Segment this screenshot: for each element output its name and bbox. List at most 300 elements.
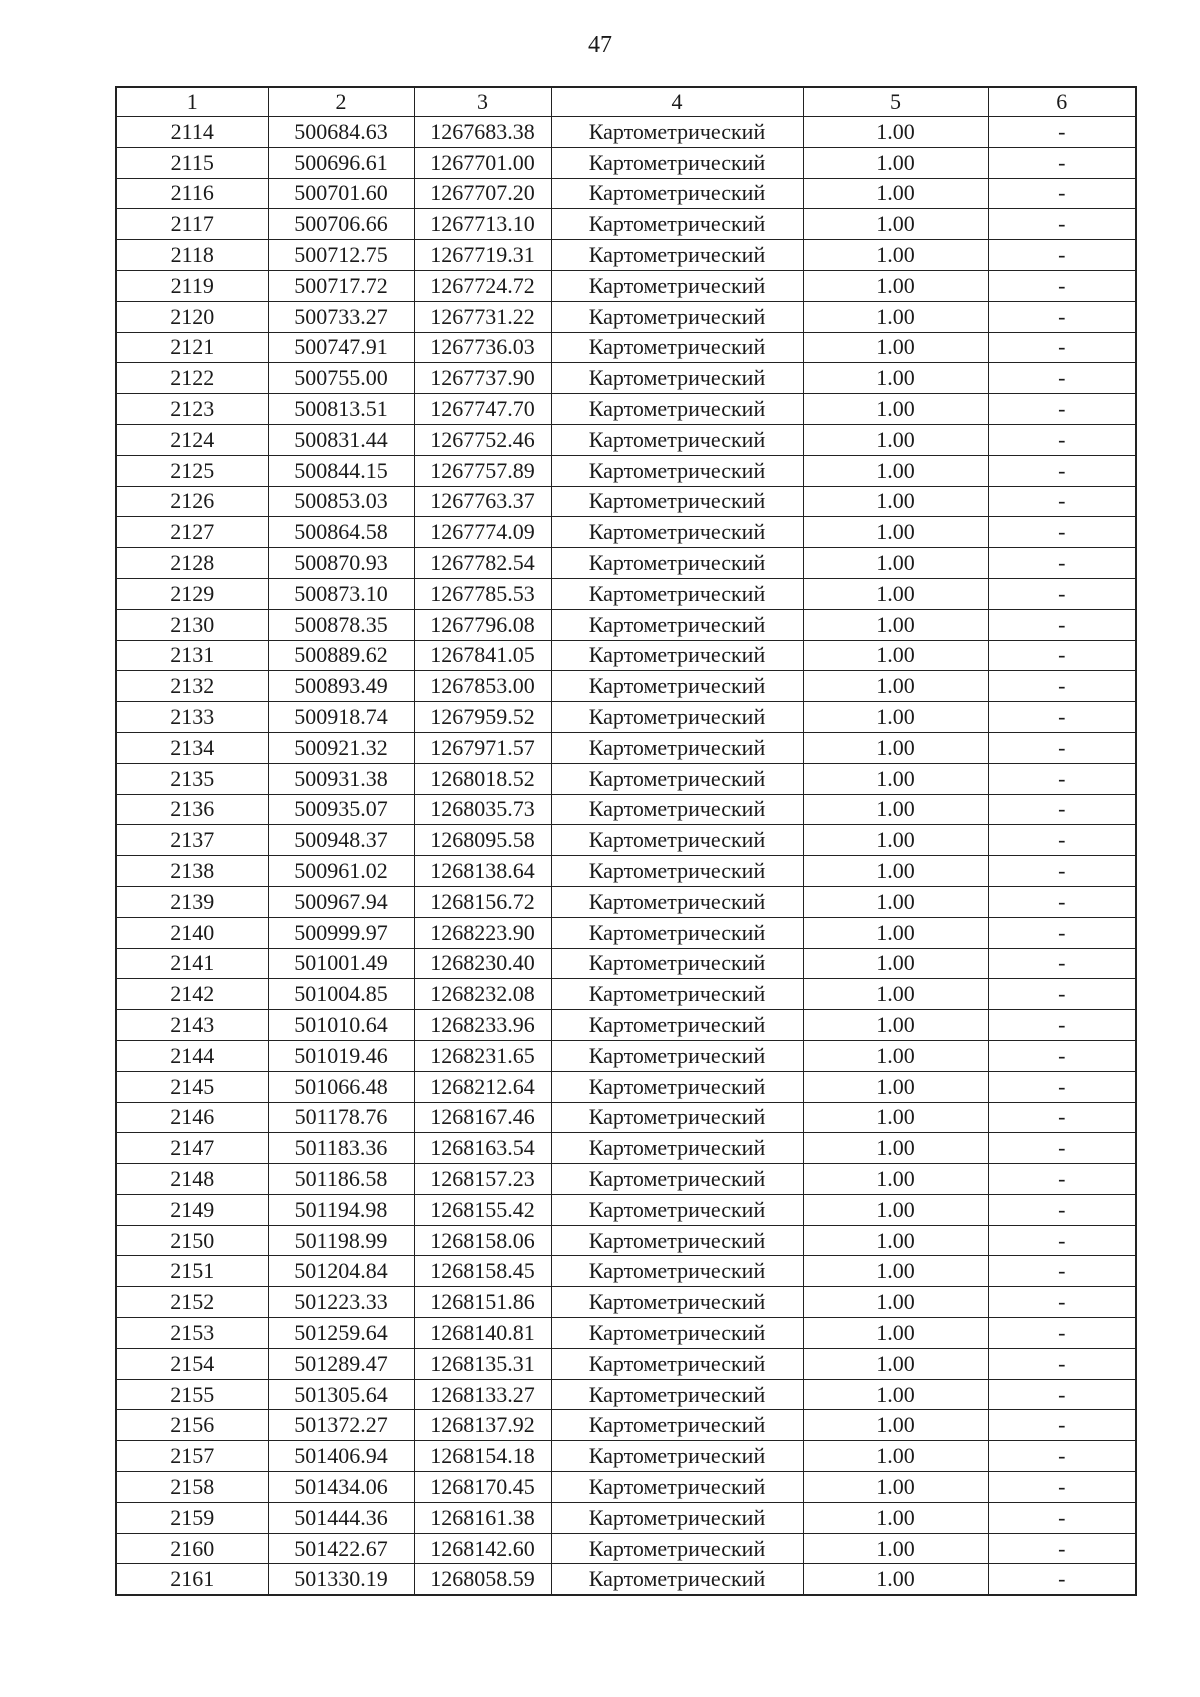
y-coordinate-cell: 1267701.00 — [414, 147, 551, 178]
x-coordinate-cell: 500696.61 — [268, 147, 414, 178]
x-coordinate-cell: 501372.27 — [268, 1410, 414, 1441]
table-row — [116, 332, 1136, 363]
x-coordinate-cell: 500813.51 — [268, 394, 414, 425]
note-cell: - — [988, 147, 1136, 178]
note-cell: - — [988, 794, 1136, 825]
table-row — [116, 455, 1136, 486]
accuracy-cell: 1.00 — [803, 979, 988, 1010]
y-coordinate-cell: 1267971.57 — [414, 732, 551, 763]
table-row — [116, 363, 1136, 394]
y-coordinate-cell: 1268156.72 — [414, 886, 551, 917]
x-coordinate-cell: 500701.60 — [268, 178, 414, 209]
accuracy-cell: 1.00 — [803, 1441, 988, 1472]
y-coordinate-cell: 1268158.45 — [414, 1256, 551, 1287]
note-cell: - — [988, 517, 1136, 548]
point-number-cell: 2128 — [116, 548, 268, 579]
header-cell-6: 6 — [988, 87, 1136, 117]
y-coordinate-cell: 1268170.45 — [414, 1472, 551, 1503]
note-cell: - — [988, 486, 1136, 517]
table-row — [116, 1564, 1136, 1595]
table-row — [116, 917, 1136, 948]
y-coordinate-cell: 1267796.08 — [414, 609, 551, 640]
table-row — [116, 578, 1136, 609]
table-row — [116, 1318, 1136, 1349]
y-coordinate-cell: 1267763.37 — [414, 486, 551, 517]
point-number-cell: 2136 — [116, 794, 268, 825]
point-number-cell: 2150 — [116, 1225, 268, 1256]
note-cell: - — [988, 578, 1136, 609]
method-cell: Картометрический — [551, 794, 803, 825]
point-number-cell: 2152 — [116, 1287, 268, 1318]
point-number-cell: 2147 — [116, 1133, 268, 1164]
accuracy-cell: 1.00 — [803, 1318, 988, 1349]
x-coordinate-cell: 500935.07 — [268, 794, 414, 825]
x-coordinate-cell: 501406.94 — [268, 1441, 414, 1472]
x-coordinate-cell: 500706.66 — [268, 209, 414, 240]
table-row — [116, 1102, 1136, 1133]
y-coordinate-cell: 1268135.31 — [414, 1348, 551, 1379]
y-coordinate-cell: 1267683.38 — [414, 117, 551, 148]
method-cell: Картометрический — [551, 1225, 803, 1256]
table-row — [116, 979, 1136, 1010]
accuracy-cell: 1.00 — [803, 948, 988, 979]
note-cell: - — [988, 363, 1136, 394]
note-cell: - — [988, 1441, 1136, 1472]
point-number-cell: 2144 — [116, 1040, 268, 1071]
x-coordinate-cell: 501259.64 — [268, 1318, 414, 1349]
note-cell: - — [988, 1010, 1136, 1041]
method-cell: Картометрический — [551, 178, 803, 209]
y-coordinate-cell: 1268133.27 — [414, 1379, 551, 1410]
x-coordinate-cell: 501183.36 — [268, 1133, 414, 1164]
table-row — [116, 1410, 1136, 1441]
method-cell: Картометрический — [551, 886, 803, 917]
method-cell: Картометрический — [551, 856, 803, 887]
x-coordinate-cell: 500853.03 — [268, 486, 414, 517]
x-coordinate-cell: 501223.33 — [268, 1287, 414, 1318]
table-row — [116, 1348, 1136, 1379]
note-cell: - — [988, 178, 1136, 209]
accuracy-cell: 1.00 — [803, 1533, 988, 1564]
accuracy-cell: 1.00 — [803, 578, 988, 609]
header-cell-2: 2 — [268, 87, 414, 117]
point-number-cell: 2130 — [116, 609, 268, 640]
point-number-cell: 2118 — [116, 240, 268, 271]
accuracy-cell: 1.00 — [803, 240, 988, 271]
point-number-cell: 2117 — [116, 209, 268, 240]
note-cell: - — [988, 1164, 1136, 1195]
point-number-cell: 2145 — [116, 1071, 268, 1102]
note-cell: - — [988, 1533, 1136, 1564]
method-cell: Картометрический — [551, 424, 803, 455]
accuracy-cell: 1.00 — [803, 1379, 988, 1410]
x-coordinate-cell: 501186.58 — [268, 1164, 414, 1195]
x-coordinate-cell: 500844.15 — [268, 455, 414, 486]
x-coordinate-cell: 501444.36 — [268, 1502, 414, 1533]
table-body — [116, 117, 1136, 1596]
note-cell: - — [988, 1564, 1136, 1595]
note-cell: - — [988, 1225, 1136, 1256]
x-coordinate-cell: 500870.93 — [268, 548, 414, 579]
accuracy-cell: 1.00 — [803, 1348, 988, 1379]
method-cell: Картометрический — [551, 270, 803, 301]
point-number-cell: 2149 — [116, 1194, 268, 1225]
note-cell: - — [988, 270, 1136, 301]
note-cell: - — [988, 732, 1136, 763]
note-cell: - — [988, 332, 1136, 363]
y-coordinate-cell: 1268167.46 — [414, 1102, 551, 1133]
table-row — [116, 794, 1136, 825]
table-row — [116, 640, 1136, 671]
table-row — [116, 548, 1136, 579]
point-number-cell: 2133 — [116, 702, 268, 733]
x-coordinate-cell: 500717.72 — [268, 270, 414, 301]
method-cell: Картометрический — [551, 979, 803, 1010]
note-cell: - — [988, 917, 1136, 948]
table-row — [116, 240, 1136, 271]
method-cell: Картометрический — [551, 1502, 803, 1533]
accuracy-cell: 1.00 — [803, 178, 988, 209]
y-coordinate-cell: 1268212.64 — [414, 1071, 551, 1102]
x-coordinate-cell: 500873.10 — [268, 578, 414, 609]
table-row — [116, 117, 1136, 148]
x-coordinate-cell: 500918.74 — [268, 702, 414, 733]
x-coordinate-cell: 500889.62 — [268, 640, 414, 671]
method-cell: Картометрический — [551, 948, 803, 979]
x-coordinate-cell: 500712.75 — [268, 240, 414, 271]
method-cell: Картометрический — [551, 671, 803, 702]
y-coordinate-cell: 1268158.06 — [414, 1225, 551, 1256]
accuracy-cell: 1.00 — [803, 455, 988, 486]
x-coordinate-cell: 501305.64 — [268, 1379, 414, 1410]
note-cell: - — [988, 640, 1136, 671]
accuracy-cell: 1.00 — [803, 548, 988, 579]
point-number-cell: 2156 — [116, 1410, 268, 1441]
method-cell: Картометрический — [551, 394, 803, 425]
note-cell: - — [988, 979, 1136, 1010]
y-coordinate-cell: 1268035.73 — [414, 794, 551, 825]
note-cell: - — [988, 702, 1136, 733]
note-cell: - — [988, 301, 1136, 332]
note-cell: - — [988, 548, 1136, 579]
method-cell: Картометрический — [551, 763, 803, 794]
accuracy-cell: 1.00 — [803, 1010, 988, 1041]
method-cell: Картометрический — [551, 1071, 803, 1102]
x-coordinate-cell: 501434.06 — [268, 1472, 414, 1503]
accuracy-cell: 1.00 — [803, 1502, 988, 1533]
x-coordinate-cell: 500931.38 — [268, 763, 414, 794]
x-coordinate-cell: 500684.63 — [268, 117, 414, 148]
x-coordinate-cell: 501289.47 — [268, 1348, 414, 1379]
x-coordinate-cell: 500831.44 — [268, 424, 414, 455]
method-cell: Картометрический — [551, 455, 803, 486]
accuracy-cell: 1.00 — [803, 732, 988, 763]
accuracy-cell: 1.00 — [803, 1194, 988, 1225]
method-cell: Картометрический — [551, 732, 803, 763]
table-row — [116, 1533, 1136, 1564]
point-number-cell: 2119 — [116, 270, 268, 301]
table-row — [116, 1502, 1136, 1533]
y-coordinate-cell: 1268155.42 — [414, 1194, 551, 1225]
note-cell: - — [988, 1256, 1136, 1287]
accuracy-cell: 1.00 — [803, 886, 988, 917]
point-number-cell: 2161 — [116, 1564, 268, 1595]
method-cell: Картометрический — [551, 1164, 803, 1195]
x-coordinate-cell: 500864.58 — [268, 517, 414, 548]
note-cell: - — [988, 1040, 1136, 1071]
point-number-cell: 2125 — [116, 455, 268, 486]
accuracy-cell: 1.00 — [803, 301, 988, 332]
header-cell-1: 1 — [116, 87, 268, 117]
table-row — [116, 270, 1136, 301]
accuracy-cell: 1.00 — [803, 763, 988, 794]
y-coordinate-cell: 1268223.90 — [414, 917, 551, 948]
point-number-cell: 2155 — [116, 1379, 268, 1410]
point-number-cell: 2157 — [116, 1441, 268, 1472]
y-coordinate-cell: 1268151.86 — [414, 1287, 551, 1318]
point-number-cell: 2154 — [116, 1348, 268, 1379]
table-row — [116, 856, 1136, 887]
y-coordinate-cell: 1267713.10 — [414, 209, 551, 240]
table-row — [116, 825, 1136, 856]
x-coordinate-cell: 501194.98 — [268, 1194, 414, 1225]
point-number-cell: 2158 — [116, 1472, 268, 1503]
method-cell: Картометрический — [551, 825, 803, 856]
point-number-cell: 2148 — [116, 1164, 268, 1195]
method-cell: Картометрический — [551, 1133, 803, 1164]
note-cell: - — [988, 1133, 1136, 1164]
method-cell: Картометрический — [551, 209, 803, 240]
point-number-cell: 2129 — [116, 578, 268, 609]
table-row — [116, 1472, 1136, 1503]
y-coordinate-cell: 1267719.31 — [414, 240, 551, 271]
x-coordinate-cell: 500755.00 — [268, 363, 414, 394]
accuracy-cell: 1.00 — [803, 1410, 988, 1441]
point-number-cell: 2135 — [116, 763, 268, 794]
point-number-cell: 2146 — [116, 1102, 268, 1133]
method-cell: Картометрический — [551, 609, 803, 640]
point-number-cell: 2139 — [116, 886, 268, 917]
y-coordinate-cell: 1267737.90 — [414, 363, 551, 394]
y-coordinate-cell: 1268231.65 — [414, 1040, 551, 1071]
method-cell: Картометрический — [551, 917, 803, 948]
x-coordinate-cell: 500999.97 — [268, 917, 414, 948]
note-cell: - — [988, 1194, 1136, 1225]
header-cell-5: 5 — [803, 87, 988, 117]
method-cell: Картометрический — [551, 1194, 803, 1225]
y-coordinate-cell: 1268161.38 — [414, 1502, 551, 1533]
note-cell: - — [988, 394, 1136, 425]
method-cell: Картометрический — [551, 117, 803, 148]
y-coordinate-cell: 1268137.92 — [414, 1410, 551, 1441]
x-coordinate-cell: 501178.76 — [268, 1102, 414, 1133]
accuracy-cell: 1.00 — [803, 917, 988, 948]
method-cell: Картометрический — [551, 1256, 803, 1287]
table-row — [116, 517, 1136, 548]
accuracy-cell: 1.00 — [803, 117, 988, 148]
method-cell: Картометрический — [551, 640, 803, 671]
accuracy-cell: 1.00 — [803, 856, 988, 887]
table-row — [116, 1133, 1136, 1164]
note-cell: - — [988, 1102, 1136, 1133]
x-coordinate-cell: 501204.84 — [268, 1256, 414, 1287]
accuracy-cell: 1.00 — [803, 394, 988, 425]
y-coordinate-cell: 1267785.53 — [414, 578, 551, 609]
accuracy-cell: 1.00 — [803, 1102, 988, 1133]
point-number-cell: 2132 — [116, 671, 268, 702]
table-row — [116, 1071, 1136, 1102]
table-row — [116, 147, 1136, 178]
note-cell: - — [988, 825, 1136, 856]
table-row — [116, 424, 1136, 455]
table-row — [116, 209, 1136, 240]
method-cell: Картометрический — [551, 1379, 803, 1410]
point-number-cell: 2123 — [116, 394, 268, 425]
point-number-cell: 2114 — [116, 117, 268, 148]
y-coordinate-cell: 1267731.22 — [414, 301, 551, 332]
method-cell: Картометрический — [551, 578, 803, 609]
y-coordinate-cell: 1267959.52 — [414, 702, 551, 733]
y-coordinate-cell: 1267724.72 — [414, 270, 551, 301]
point-number-cell: 2138 — [116, 856, 268, 887]
point-number-cell: 2122 — [116, 363, 268, 394]
point-number-cell: 2126 — [116, 486, 268, 517]
x-coordinate-cell: 500878.35 — [268, 609, 414, 640]
accuracy-cell: 1.00 — [803, 825, 988, 856]
note-cell: - — [988, 886, 1136, 917]
note-cell: - — [988, 671, 1136, 702]
accuracy-cell: 1.00 — [803, 1472, 988, 1503]
method-cell: Картометрический — [551, 1472, 803, 1503]
point-number-cell: 2143 — [116, 1010, 268, 1041]
x-coordinate-cell: 501066.48 — [268, 1071, 414, 1102]
point-number-cell: 2115 — [116, 147, 268, 178]
method-cell: Картометрический — [551, 147, 803, 178]
x-coordinate-cell: 501010.64 — [268, 1010, 414, 1041]
accuracy-cell: 1.00 — [803, 1133, 988, 1164]
accuracy-cell: 1.00 — [803, 640, 988, 671]
table-row — [116, 1225, 1136, 1256]
table-row — [116, 1441, 1136, 1472]
note-cell: - — [988, 240, 1136, 271]
y-coordinate-cell: 1268163.54 — [414, 1133, 551, 1164]
y-coordinate-cell: 1268058.59 — [414, 1564, 551, 1595]
accuracy-cell: 1.00 — [803, 1040, 988, 1071]
accuracy-cell: 1.00 — [803, 424, 988, 455]
method-cell: Картометрический — [551, 702, 803, 733]
y-coordinate-cell: 1267707.20 — [414, 178, 551, 209]
note-cell: - — [988, 1410, 1136, 1441]
table-row — [116, 1010, 1136, 1041]
note-cell: - — [988, 117, 1136, 148]
point-number-cell: 2151 — [116, 1256, 268, 1287]
point-number-cell: 2141 — [116, 948, 268, 979]
page-number: 47 — [588, 32, 612, 58]
method-cell: Картометрический — [551, 240, 803, 271]
y-coordinate-cell: 1267757.89 — [414, 455, 551, 486]
x-coordinate-cell: 501198.99 — [268, 1225, 414, 1256]
y-coordinate-cell: 1267841.05 — [414, 640, 551, 671]
table-row — [116, 1287, 1136, 1318]
point-number-cell: 2142 — [116, 979, 268, 1010]
accuracy-cell: 1.00 — [803, 794, 988, 825]
note-cell: - — [988, 1379, 1136, 1410]
point-number-cell: 2116 — [116, 178, 268, 209]
note-cell: - — [988, 856, 1136, 887]
accuracy-cell: 1.00 — [803, 209, 988, 240]
point-number-cell: 2127 — [116, 517, 268, 548]
table-row — [116, 609, 1136, 640]
table-row — [116, 763, 1136, 794]
y-coordinate-cell: 1268018.52 — [414, 763, 551, 794]
method-cell: Картометрический — [551, 332, 803, 363]
method-cell: Картометрический — [551, 1318, 803, 1349]
method-cell: Картометрический — [551, 1564, 803, 1595]
note-cell: - — [988, 1472, 1136, 1503]
y-coordinate-cell: 1268140.81 — [414, 1318, 551, 1349]
accuracy-cell: 1.00 — [803, 671, 988, 702]
x-coordinate-cell: 501330.19 — [268, 1564, 414, 1595]
point-number-cell: 2134 — [116, 732, 268, 763]
note-cell: - — [988, 424, 1136, 455]
x-coordinate-cell: 501001.49 — [268, 948, 414, 979]
accuracy-cell: 1.00 — [803, 486, 988, 517]
table-row — [116, 702, 1136, 733]
x-coordinate-cell: 500967.94 — [268, 886, 414, 917]
y-coordinate-cell: 1267853.00 — [414, 671, 551, 702]
x-coordinate-cell: 500733.27 — [268, 301, 414, 332]
table-row — [116, 178, 1136, 209]
note-cell: - — [988, 209, 1136, 240]
y-coordinate-cell: 1268138.64 — [414, 856, 551, 887]
table-row — [116, 301, 1136, 332]
x-coordinate-cell: 500961.02 — [268, 856, 414, 887]
method-cell: Картометрический — [551, 301, 803, 332]
table-row — [116, 1256, 1136, 1287]
method-cell: Картометрический — [551, 548, 803, 579]
header-cell-3: 3 — [414, 87, 551, 117]
y-coordinate-cell: 1268157.23 — [414, 1164, 551, 1195]
method-cell: Картометрический — [551, 1010, 803, 1041]
point-number-cell: 2131 — [116, 640, 268, 671]
y-coordinate-cell: 1268233.96 — [414, 1010, 551, 1041]
table-row — [116, 1379, 1136, 1410]
accuracy-cell: 1.00 — [803, 1164, 988, 1195]
note-cell: - — [988, 948, 1136, 979]
accuracy-cell: 1.00 — [803, 1071, 988, 1102]
y-coordinate-cell: 1267752.46 — [414, 424, 551, 455]
note-cell: - — [988, 1348, 1136, 1379]
note-cell: - — [988, 1502, 1136, 1533]
coordinates-table — [115, 86, 1137, 1596]
point-number-cell: 2153 — [116, 1318, 268, 1349]
note-cell: - — [988, 455, 1136, 486]
y-coordinate-cell: 1268142.60 — [414, 1533, 551, 1564]
method-cell: Картометрический — [551, 1348, 803, 1379]
table-row — [116, 486, 1136, 517]
y-coordinate-cell: 1268230.40 — [414, 948, 551, 979]
accuracy-cell: 1.00 — [803, 363, 988, 394]
x-coordinate-cell: 500747.91 — [268, 332, 414, 363]
table-row — [116, 1040, 1136, 1071]
accuracy-cell: 1.00 — [803, 270, 988, 301]
accuracy-cell: 1.00 — [803, 147, 988, 178]
header-row — [116, 87, 1136, 117]
method-cell: Картометрический — [551, 1533, 803, 1564]
table-row — [116, 394, 1136, 425]
y-coordinate-cell: 1267782.54 — [414, 548, 551, 579]
method-cell: Картометрический — [551, 517, 803, 548]
